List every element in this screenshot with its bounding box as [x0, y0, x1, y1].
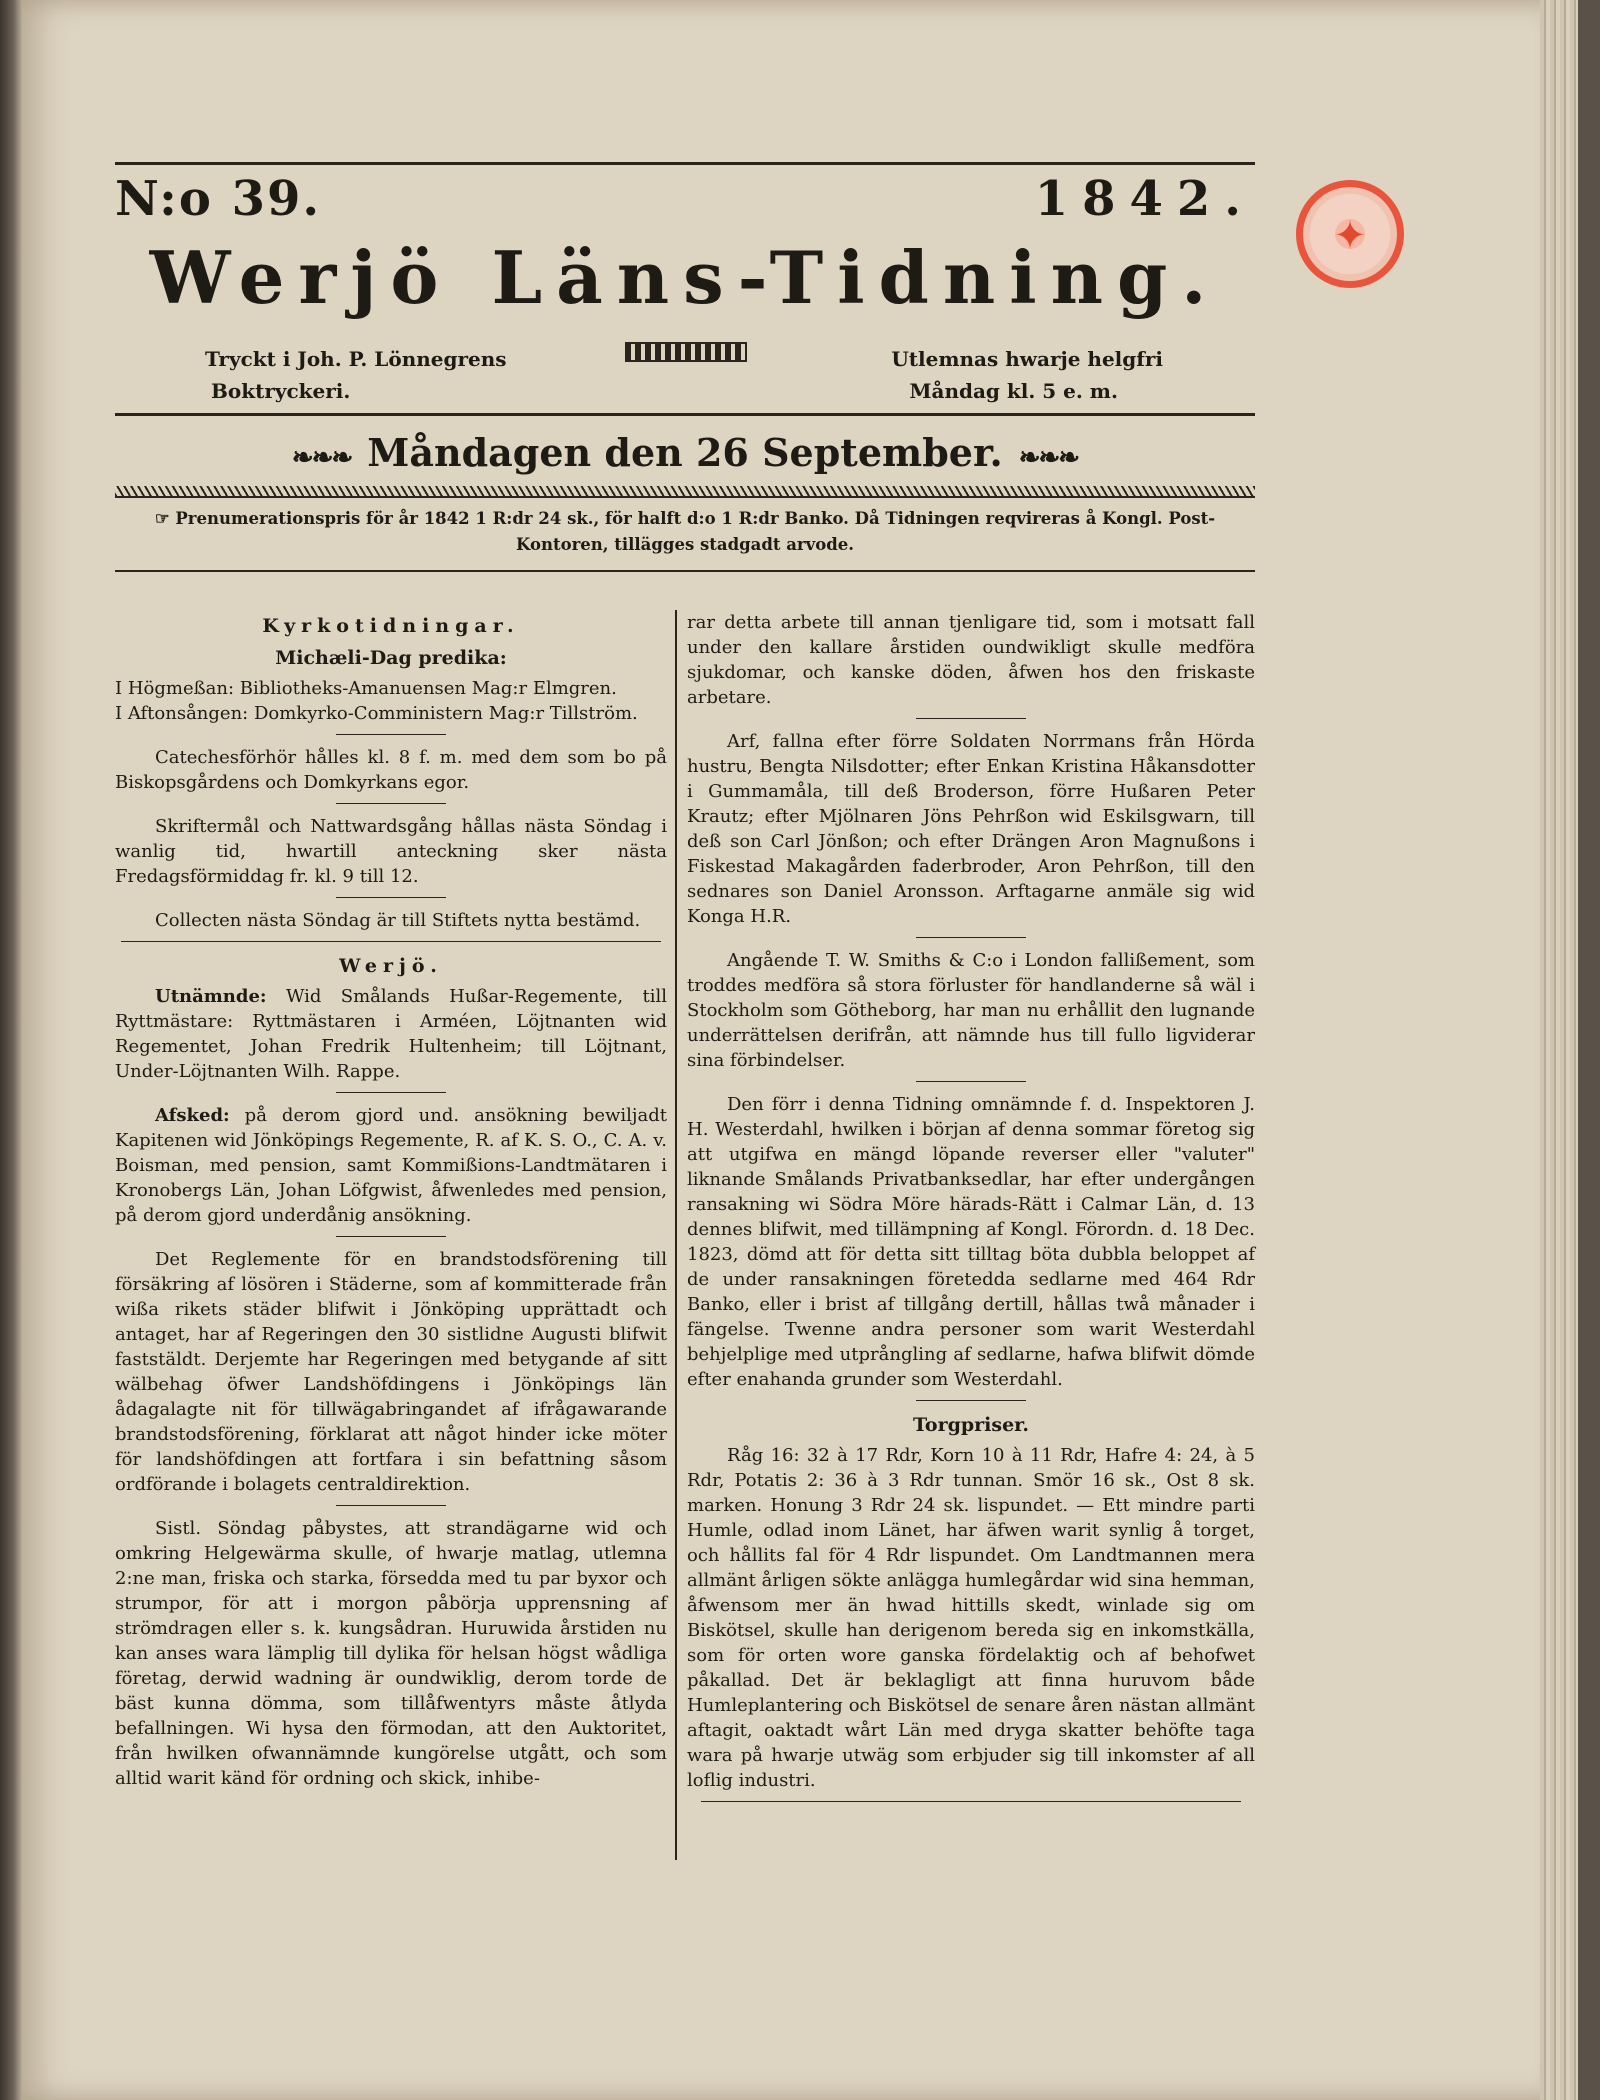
sermon-evensong: I Aftonsången: Domkyrko-Comministern Mag:r Tillström. [115, 703, 638, 724]
columns-top-rule [115, 570, 1255, 572]
issue-line [115, 171, 1255, 231]
separator [336, 1092, 446, 1093]
issue-number: N:o 39. [115, 171, 322, 227]
inheritance-paragraph: Arf, fallna efter förre Soldaten Norrmans från Hörda hustru, Bengta Nilsdotter; efter Enkan Kristina Håkansdotter i Gummamåla, till deß Broderson, förre Hußaren Peter Krautz; efter Mjölnaren Jöns Pehrßon wid Eskilsgwarn, till deß son Carl Jönßon; och efter Drängen Aron Magnußons i Fiskestad Makagården faderbroder, Aron Pehrßon, till den sednares son Daniel Aronsson. Arftagarne anmäle sig wid Konga H.R. [687, 731, 1255, 927]
masthead [115, 162, 1255, 572]
separator [916, 718, 1026, 719]
page-stack-edge [1540, 0, 1578, 2100]
appointments-label: Utnämnde: [155, 986, 267, 1007]
dateline-text: Måndagen den 26 September. [367, 430, 1003, 475]
subscription-text: Prenumerationspris för år 1842 1 R:dr 24 sk., för halft d:o 1 R:dr Banko. Då Tidningen reqvireras å Kongl. Post-Kontoren, tillägges stadgadt arvode. [175, 509, 1216, 554]
separator [336, 803, 446, 804]
werjo-heading: Werjö. [339, 955, 443, 977]
separator [336, 1236, 446, 1237]
subscription-notice [115, 498, 1255, 570]
market-prices-heading: Torgpriser. [912, 1414, 1030, 1436]
separator [916, 937, 1026, 938]
issue-year: 1842. [1034, 171, 1255, 227]
separator [916, 1081, 1026, 1082]
newspaper-title: Werjö Läns-Tidning. [149, 235, 1221, 320]
smith-bankruptcy-paragraph: Angående T. W. Smiths & C:o i London fallißement, som troddes medföra så stora förluster för handlanderne så wäl i Stockholm som Götheborg, har man nu erhållit den lugnande underrättelsen derifrån, att nämnde hus till fullo ligviderar sina förbindelser. [687, 950, 1255, 1071]
sermon-high-mass: I Högmeßan: Bibliotheks-Amanuensen Mag:r Elmgren. [115, 678, 617, 699]
top-rule [115, 162, 1255, 165]
retirement-text: på derom gjord und. ansökning bewiljadt Kapitenen wid Jönköpings Regemente, R. af K. S. O., C. A. v. Boisman, med pension, samt Kommißions-Landtmätaren i Kronobergs Län, Johan Löfgwist, åfwenledes med pension, på derom gjord underdånig ansökning. [115, 1105, 667, 1226]
ornament-left-icon: ❧❧❧ [291, 443, 352, 473]
section-separator [121, 941, 661, 942]
retirement-paragraph [115, 1103, 667, 1228]
wavy-rule [115, 486, 1255, 498]
right-column [687, 610, 1255, 1812]
ornament-icon [625, 342, 747, 362]
pointing-hand-icon: ☞ [154, 509, 176, 528]
confession-notice: Skriftermål och Nattwardsgång hållas nästa Söndag i wanlig tid, hwartill anteckning sker nästa Fredagsförmiddag fr. kl. 9 till 12. [115, 816, 667, 887]
column-divider [675, 610, 677, 1860]
appointments-text: Wid Smålands Hußar-Regemente, till Ryttmästare: Ryttmästaren i Arméen, Löjtnanten wid Regementet, Johan Fredrik Hultenheim; till Löjtnant, Under-Löjtnanten Wilh. Rappe. [115, 986, 667, 1082]
separator [336, 897, 446, 898]
imprint-left-line-1: Tryckt i Joh. P. Lönnegrens [205, 347, 507, 371]
article-columns [115, 610, 1255, 1870]
beach-owners-continuation: rar detta arbete till annan tjenligare tid, som i motsatt fall under den kallare årstiden oundwikligt skulle medföra sjukdomar, och kanske döden, åfwen hos den friskaste arbetare. [687, 612, 1255, 708]
separator [336, 1505, 446, 1506]
imprint-schedule [891, 343, 1223, 413]
dateline-rule [115, 413, 1255, 416]
retirement-label: Afsked: [155, 1105, 230, 1126]
separator [916, 1400, 1026, 1401]
scan-binding-edge [0, 0, 22, 2100]
market-prices-paragraph: Råg 16: 32 à 17 Rdr, Korn 10 à 11 Rdr, Hafre 4: 24, à 5 Rdr, Potatis 2: 36 à 3 Rdr tunnan. Smör 16 sk., Ost 8 sk. marken. Honung 3 Rdr 24 sk. lispundet. — Ett mindre parti Humle, odlad inom Länet, har äfwen warit synlig å torget, och hållits fal för 4 Rdr lispundet. Om Landtmannen mera allmänt årligen sökte anlägga humlegårdar wid sina hemman, åfwensom mer än hwad hittills skedt, winlade sig om Biskötsel, skulle han derigenom bereda sig en inkomstkälla, som för orten wore ganska fördelaktig och af behofwet påkallad. Det är beklagligt att finna huruvom både Humleplantering och Biskötsel de senare åren nästan allmänt aftagit, oaktadt wårt Län med dryga skatter behöfte taga wara på hwarje utwäg som erbjuder sig till inkomster af all loflig industri. [687, 1445, 1255, 1791]
dateline [115, 422, 1255, 484]
catechism-notice: Catechesförhör hålles kl. 8 f. m. med dem som bo på Biskopsgårdens och Domkyrkans egor. [115, 747, 667, 793]
westerdahl-paragraph: Den förr i denna Tidning omnämnde f. d. Inspektoren J. H. Westerdahl, hwilken i början af denna sommar företog sig att utgifwa en mängd löpande reverser eller "valuter" liknande Smålands Privatbanksedlar, har efter undergången ransakning wi Södra Möre härads-Rätt i Calmar Län, d. 13 dennes blifwit, med tillämpning af Kongl. Förordn. d. 18 Dec. 1823, dömd att för detta sitt tilltag böta dubbla beloppet af de under ransakningen företedda sedlarne med 464 Rdr Banko, eller i brist af tillgång dertill, hållas twå månader i fängelse. Twenne andra personer som warit Westerdahl behjelplige med utprångling af sedlarne, hafwa blifwit dömde efter enahanda grunder som Westerdahl. [687, 1094, 1255, 1390]
michaelmas-subheading: Michæli-Dag predika: [275, 647, 507, 669]
imprint-left-line-2: Boktryckeri. [211, 379, 351, 403]
imprint-printer [205, 343, 507, 413]
separator [336, 734, 446, 735]
imprint-right-line-1: Utlemnas hwarje helgfri [891, 347, 1163, 371]
appointments-paragraph [115, 984, 667, 1084]
ornament-right-icon: ❧❧❧ [1018, 443, 1079, 473]
end-separator [701, 1801, 1241, 1802]
beach-owners-paragraph: Sistl. Söndag påbystes, att strandägarne wid och omkring Helgewärma skulle, of hwarje matlag, utlemna 2:ne man, friska och starka, försedda med tu par byxor och strumpor, för att i morgon påbörja upprensning af strömdragen eller s. k. kungsådran. Huruwida årstiden nu kan anses wara lämplig till dylika för helsan högst wådliga företag, derwid wadning är oundwiklig, derom torde de bäst kunna dömma, som tillåfwentyrs måste åtlyda befallningen. Wi hysa den förmodan, att den Auktoritet, från hwilken ofwannämnde kungörelse utgått, och som alltid warit känd för ordning och skick, inhibe- [115, 1518, 667, 1789]
church-news-heading: Kyrkotidningar. [262, 615, 520, 637]
imprint-right-line-2: Måndag kl. 5 e. m. [909, 379, 1118, 403]
library-stamp [1296, 180, 1404, 288]
collection-notice: Collecten nästa Söndag är till Stiftets nytta bestämd. [155, 910, 641, 931]
left-column [115, 610, 667, 1795]
fire-insurance-paragraph: Det Reglemente för en brandstodsförening till försäkring af lösören i Städerne, som af kommitterade från wißa rikets städer blifwit i Jönköping upprättadt och antaget, har af Regeringen den 30 sistlidne Augusti blifwit faststäldt. Derjemte har Regeringen med betygande af sitt wälbehag öfwer Landshöfdingens i Jönköpings län ådagalagte nit för tillwägabringandet af ifrågawarande brandstodsförening, förklarat att något hinder icke möter för landshöfdingen att fortfara i sin befattning såsom ordförande i bolagets centraldirektion. [115, 1249, 667, 1495]
